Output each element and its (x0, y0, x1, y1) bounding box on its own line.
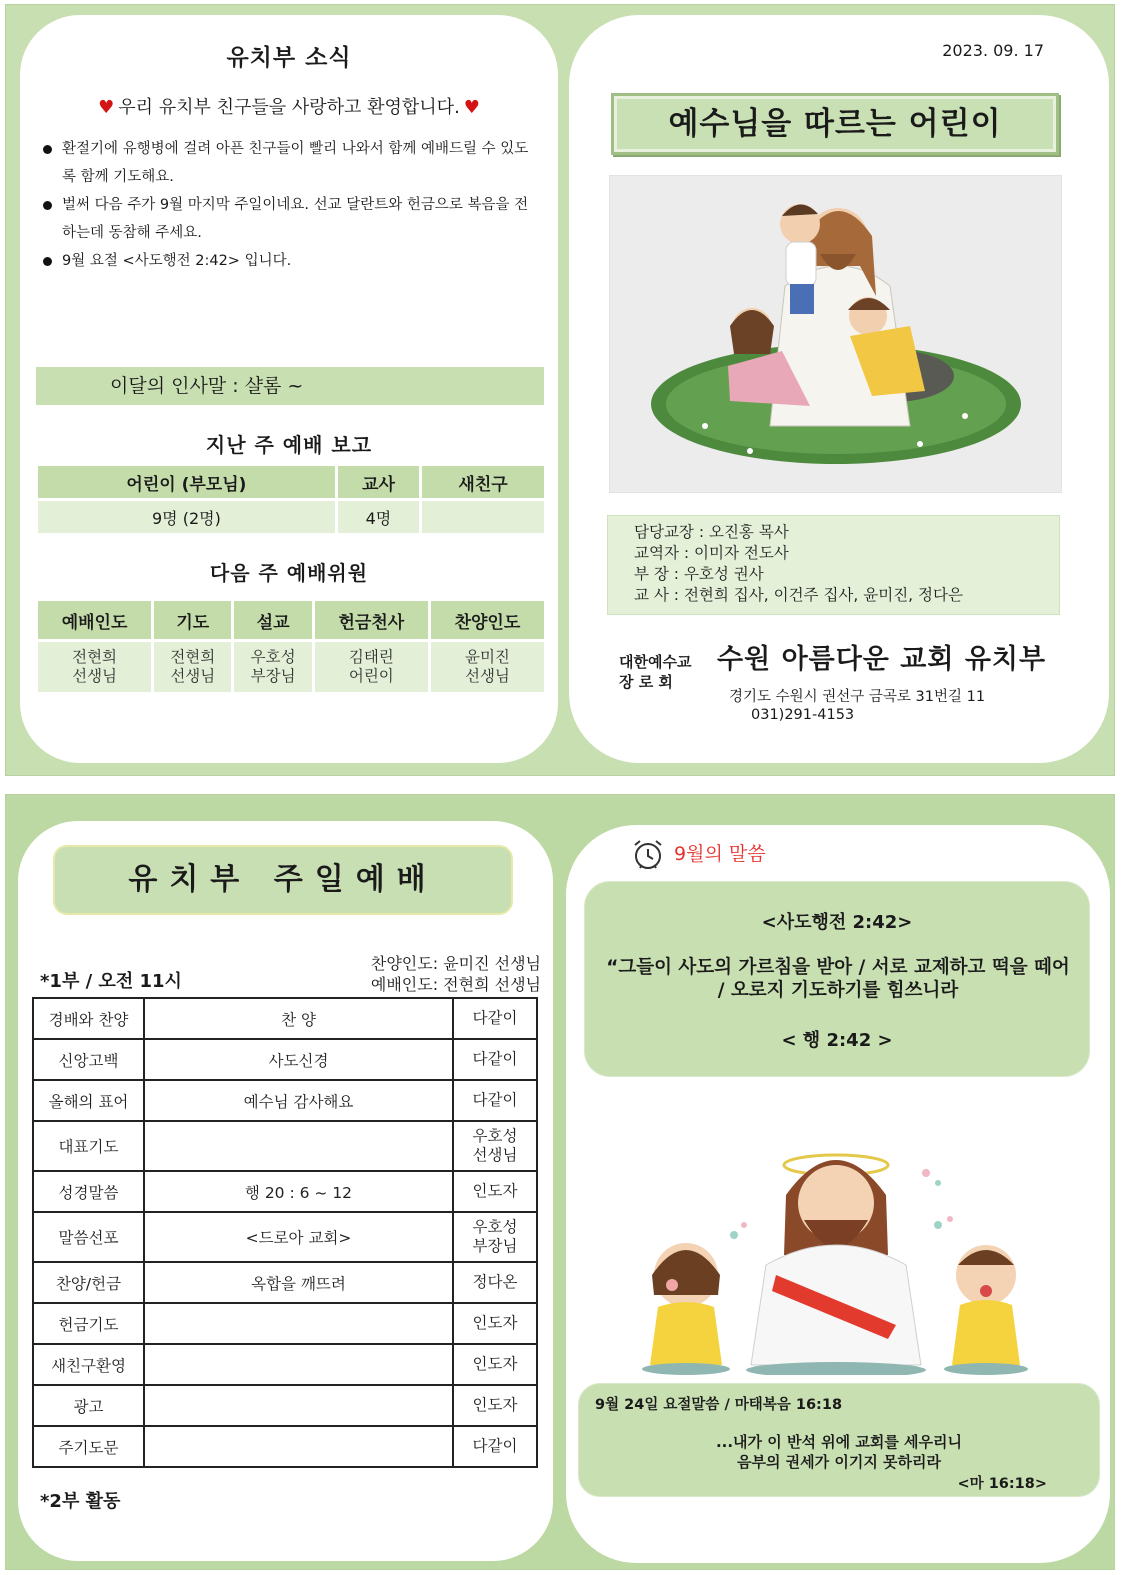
welcome-text: 우리 유치부 친구들을 사랑하고 환영합니다. (118, 97, 460, 118)
table-row (33, 1262, 537, 1303)
part1-label: *1부 / 오전 11시 (40, 971, 182, 992)
jesus-with-children-illustration (609, 175, 1062, 493)
table-cell: 전현희 선생님 (154, 642, 231, 692)
bulletin-front-sheet (5, 4, 1115, 776)
order-content: <드로아 교회> (144, 1212, 453, 1262)
column-header: 새친구 (422, 466, 544, 498)
welcome-line (20, 93, 558, 119)
table-row (33, 1426, 537, 1467)
order-item: 올해의 표어 (33, 1080, 144, 1121)
table-cell: 김태린 어린이 (315, 642, 428, 692)
word-title: 9월의 말씀 (674, 843, 766, 865)
order-content (144, 1121, 453, 1171)
column-header: 교사 (338, 466, 419, 498)
praise-leader: 찬양인도: 윤미진 선생님 (370, 954, 541, 973)
worship-order-panel (18, 821, 553, 1561)
staff-line: 부 장 : 우호성 권사 (634, 565, 764, 583)
worship-servants-table (35, 598, 547, 695)
table-cell: 4명 (338, 501, 419, 533)
bulletin-date: 2023. 09. 17 (942, 41, 1044, 60)
next-week-reference: <마 16:18> (957, 1476, 1047, 1492)
order-item: 주기도문 (33, 1426, 144, 1467)
cover-panel (569, 15, 1109, 763)
heart-icon: ♥ (463, 97, 480, 118)
staff-line: 교역자 : 이미자 전도사 (634, 544, 789, 562)
order-content: 찬 양 (144, 998, 453, 1039)
verse-reference: <사도행전 2:42> (761, 912, 913, 933)
order-content: 사도신경 (144, 1039, 453, 1080)
church-address: 경기도 수원시 권선구 금곡로 31번길 11 (729, 689, 986, 705)
heart-icon: ♥ (98, 97, 115, 118)
table-row (33, 1212, 537, 1262)
bullet-icon (43, 201, 52, 210)
column-header: 예배인도 (38, 601, 151, 639)
order-who: 인도자 (453, 1344, 537, 1385)
order-item: 대표기도 (33, 1121, 144, 1171)
order-who: 우호성 부장님 (453, 1212, 537, 1262)
staff-line: 담당교장 : 오진홍 목사 (634, 523, 789, 541)
order-content (144, 1344, 453, 1385)
order-item: 새친구환영 (33, 1344, 144, 1385)
order-who: 다같이 (453, 998, 537, 1039)
table-row (33, 1385, 537, 1426)
order-content (144, 1385, 453, 1426)
order-who: 인도자 (453, 1303, 537, 1344)
table-row (38, 642, 544, 692)
servants-title: 다음 주 예배위원 (209, 561, 369, 585)
church-name: 수원 아름다운 교회 유치부 (717, 644, 1047, 675)
bulletin-inner-sheet (5, 794, 1115, 1570)
next-week-verse-box (578, 1383, 1100, 1497)
table-row (33, 1303, 537, 1344)
monthly-verse-box (584, 881, 1090, 1077)
order-who: 인도자 (453, 1385, 537, 1426)
news-list (40, 135, 540, 275)
church-phone: 031)291-4153 (751, 707, 855, 723)
news-item: 환절기에 유행병에 걸려 아픈 친구들이 빨리 나와서 함께 예배드릴 수 있도록 함께 기도해요. (40, 135, 540, 191)
table-cell: 윤미진 선생님 (431, 642, 544, 692)
news-item: 9월 요절 <사도행전 2:42> 입니다. (40, 247, 540, 275)
table-row (38, 501, 544, 533)
leaders-info (371, 953, 541, 995)
order-content: 행 20 : 6 ~ 12 (144, 1171, 453, 1212)
table-cell: 전현희 선생님 (38, 642, 151, 692)
staff-line: 교 사 : 전현희 집사, 이건주 집사, 윤미진, 정다은 (634, 586, 963, 604)
table-header-row (38, 466, 544, 498)
column-header: 헌금천사 (315, 601, 428, 639)
table-row (33, 998, 537, 1039)
order-item: 찬양/헌금 (33, 1262, 144, 1303)
next-week-heading: 9월 24일 요절말씀 / 마태복음 16:18 (595, 1397, 843, 1413)
order-who: 다같이 (453, 1080, 537, 1121)
part2-label: *2부 활동 (40, 1491, 121, 1512)
bullet-icon (43, 145, 52, 154)
column-header: 설교 (234, 601, 311, 639)
table-row (33, 1039, 537, 1080)
staff-box (607, 515, 1060, 615)
table-cell: 우호성 부장님 (234, 642, 311, 692)
column-header: 찬양인도 (431, 601, 544, 639)
order-who: 정다온 (453, 1262, 537, 1303)
order-content (144, 1303, 453, 1344)
table-row (33, 1171, 537, 1212)
table-row (33, 1080, 537, 1121)
order-item: 성경말씀 (33, 1171, 144, 1212)
order-item: 경배와 찬양 (33, 998, 144, 1039)
order-who: 우호성 선생님 (453, 1121, 537, 1171)
worship-title: 유치부 주일예배 (53, 845, 513, 915)
word-panel (566, 825, 1110, 1563)
bullet-icon (43, 257, 52, 266)
table-cell: 9명 (2명) (38, 501, 335, 533)
verse-text: “그들이 사도의 가르침을 받아 / 서로 교제하고 떡을 떼어 / 오로지 기도하기를 힘쓰니라 (606, 957, 1070, 1001)
order-content: 옥합을 깨뜨려 (144, 1262, 453, 1303)
order-who: 다같이 (453, 1426, 537, 1467)
news-title: 유치부 소식 (226, 45, 352, 71)
denomination: 대한예수교 장 로 회 (619, 653, 692, 691)
order-content (144, 1426, 453, 1467)
verse-tag: < 행 2:42 > (781, 1030, 893, 1051)
worship-leader: 예배인도: 전현희 선생님 (370, 975, 541, 994)
order-item: 헌금기도 (33, 1303, 144, 1344)
order-of-worship-table (32, 997, 538, 1468)
news-item: 벌써 다음 주가 9월 마지막 주일이네요. 선교 달란트와 헌금으로 복음을 전하는데 동참해 주세요. (40, 191, 540, 247)
praying-jesus-children-illustration (626, 1125, 1046, 1375)
table-row (33, 1344, 537, 1385)
table-header-row (38, 601, 544, 639)
column-header: 기도 (154, 601, 231, 639)
report-title: 지난 주 예배 보고 (205, 433, 373, 457)
next-week-verse: ...내가 이 반석 위에 교회를 세우리니 음부의 권세가 이기지 못하리라 (715, 1433, 963, 1471)
order-item: 말씀선포 (33, 1212, 144, 1262)
order-content: 예수님 감사해요 (144, 1080, 453, 1121)
order-item: 광고 (33, 1385, 144, 1426)
table-row (33, 1121, 537, 1171)
attendance-report-table (35, 463, 547, 536)
news-panel (20, 15, 558, 763)
order-who: 다같이 (453, 1039, 537, 1080)
column-header: 어린이 (부모님) (38, 466, 335, 498)
cover-banner: 예수님을 따르는 어린이 (611, 93, 1059, 155)
table-cell (422, 501, 544, 533)
monthly-greeting: 이달의 인사말 : 샬롬 ~ (36, 367, 544, 405)
order-who: 인도자 (453, 1171, 537, 1212)
order-item: 신앙고백 (33, 1039, 144, 1080)
alarm-clock-icon (631, 837, 665, 871)
